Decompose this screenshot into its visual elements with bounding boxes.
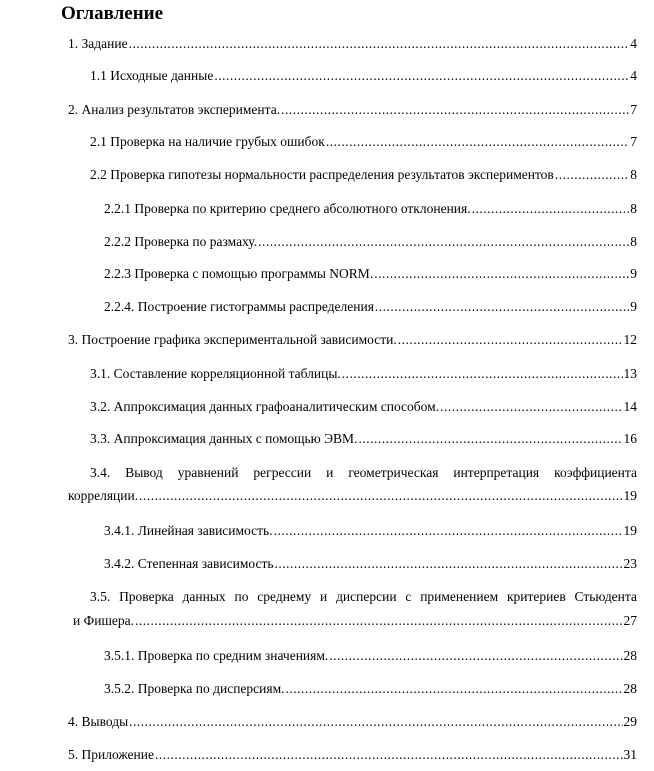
toc-title: Оглавление xyxy=(61,3,164,24)
toc-entry-text: 2.2.2 Проверка по размаху. xyxy=(104,234,258,249)
leader-dots xyxy=(281,101,629,118)
leader-dots xyxy=(155,746,623,763)
toc-page-number: 31 xyxy=(623,747,637,762)
toc-word: Проверка xyxy=(119,589,174,604)
toc-entry-first-line xyxy=(90,464,637,481)
toc-entry-text: 3.4.2. Степенная зависимость xyxy=(104,556,274,571)
leader-dots xyxy=(135,612,623,629)
toc-word: применением xyxy=(420,589,499,604)
toc-page-number: 19 xyxy=(623,523,637,538)
leader-dots xyxy=(329,647,622,664)
toc-word: с xyxy=(405,589,412,604)
toc-entry-text: 3. Построение графика экспериментальной зависимости. xyxy=(68,332,397,347)
toc-entry-text: 5. Приложение xyxy=(68,747,154,762)
leader-dots xyxy=(326,133,629,150)
leader-dots xyxy=(214,67,629,84)
toc-page-number: 12 xyxy=(623,332,637,347)
toc-page-number: 14 xyxy=(623,399,637,414)
toc-word: дисперсии xyxy=(336,589,397,604)
toc-entry-text: и Фишера. xyxy=(73,613,134,628)
leader-dots xyxy=(358,430,622,447)
toc-page-number: 29 xyxy=(623,714,637,729)
toc-page-number: 4 xyxy=(630,36,637,51)
toc-entry-text: 3.5.2. Проверка по дисперсиям. xyxy=(104,681,285,696)
leader-dots xyxy=(374,265,629,282)
leader-dots xyxy=(274,522,623,539)
toc-word: коэффициента xyxy=(554,465,637,480)
toc-entry-first-line xyxy=(90,588,637,605)
toc-page-number: 7 xyxy=(630,102,637,117)
toc-page-number: 27 xyxy=(623,613,637,628)
leader-dots xyxy=(375,298,629,315)
toc-word: среднему xyxy=(257,589,312,604)
leader-dots xyxy=(139,487,622,504)
leader-dots xyxy=(472,200,630,217)
toc-entry-text: 3.5.1. Проверка по средним значениям. xyxy=(104,648,329,663)
toc-page-number: 9 xyxy=(630,266,637,281)
toc-word: критериев xyxy=(506,589,566,604)
leader-dots xyxy=(555,166,629,183)
toc-page-number: 7 xyxy=(630,134,637,149)
toc-entry-text: 2.2.1 Проверка по критерию среднего абсолютного отклонения. xyxy=(104,201,471,216)
toc-entry-text: 3.4.1. Линейная зависимость. xyxy=(104,523,273,538)
toc-entry-3-5[interactable] xyxy=(73,588,637,628)
toc-page-number: 19 xyxy=(623,488,637,503)
toc-word: интерпретация xyxy=(453,465,540,480)
toc-entry-text: корреляции. xyxy=(68,488,139,503)
toc-word: и xyxy=(320,589,328,604)
toc-entry-text: 2.2 Проверка гипотезы нормальности распределения результатов экспериментов xyxy=(90,167,554,182)
toc-word: Стьюдента xyxy=(574,589,637,604)
toc-page-number: 8 xyxy=(630,201,637,216)
toc-entry-text: 2.2.3 Проверка с помощью программы NORM. xyxy=(104,266,374,281)
toc-entry-text: 1. Задание xyxy=(68,36,128,51)
toc-word: 3.5. xyxy=(90,589,111,604)
toc-word: 3.4. xyxy=(90,465,111,480)
toc-entry-text: 1.1 Исходные данные xyxy=(90,68,214,83)
toc-word: и xyxy=(326,465,334,480)
toc-entry-text: 2.1 Проверка на наличие грубых ошибок xyxy=(90,134,325,149)
leader-dots xyxy=(275,555,623,572)
leader-dots xyxy=(398,331,623,348)
toc-entry-text: 3.1. Составление корреляционной таблицы. xyxy=(90,366,341,381)
toc-page-number: 28 xyxy=(623,681,637,696)
leader-dots xyxy=(258,233,629,250)
toc-word: регрессии xyxy=(253,465,312,480)
toc-page-number: 13 xyxy=(623,366,637,381)
toc-word: Вывод xyxy=(125,465,163,480)
toc-page-number: 4 xyxy=(630,68,637,83)
toc-entry-text: 4. Выводы xyxy=(68,714,129,729)
toc-page-number: 8 xyxy=(630,167,637,182)
toc-entry-text: 2.2.4. Построение гистограммы распределения xyxy=(104,299,374,314)
toc-page-number: 8 xyxy=(630,234,637,249)
toc-word: по xyxy=(234,589,249,604)
leader-dots xyxy=(342,365,623,382)
toc-page-number: 23 xyxy=(623,556,637,571)
toc-page-number: 16 xyxy=(623,431,637,446)
toc-word: геометрическая xyxy=(348,465,439,480)
toc-word: данных xyxy=(182,589,226,604)
toc-page-number: 9 xyxy=(630,299,637,314)
leader-dots xyxy=(286,680,623,697)
leader-dots xyxy=(129,35,630,52)
toc-word: уравнений xyxy=(177,465,239,480)
leader-dots xyxy=(129,713,622,730)
toc-entry-text: 3.3. Аппроксимация данных с помощью ЭВМ. xyxy=(90,431,358,446)
leader-dots xyxy=(440,398,622,415)
toc-entry-text: 2. Анализ результатов эксперимента. xyxy=(68,102,281,117)
toc-entry-text: 3.2. Аппроксимация данных графоаналитическим способом. xyxy=(90,399,440,414)
toc-entry-3-4[interactable] xyxy=(68,464,637,504)
toc-page-number: 28 xyxy=(623,648,637,663)
